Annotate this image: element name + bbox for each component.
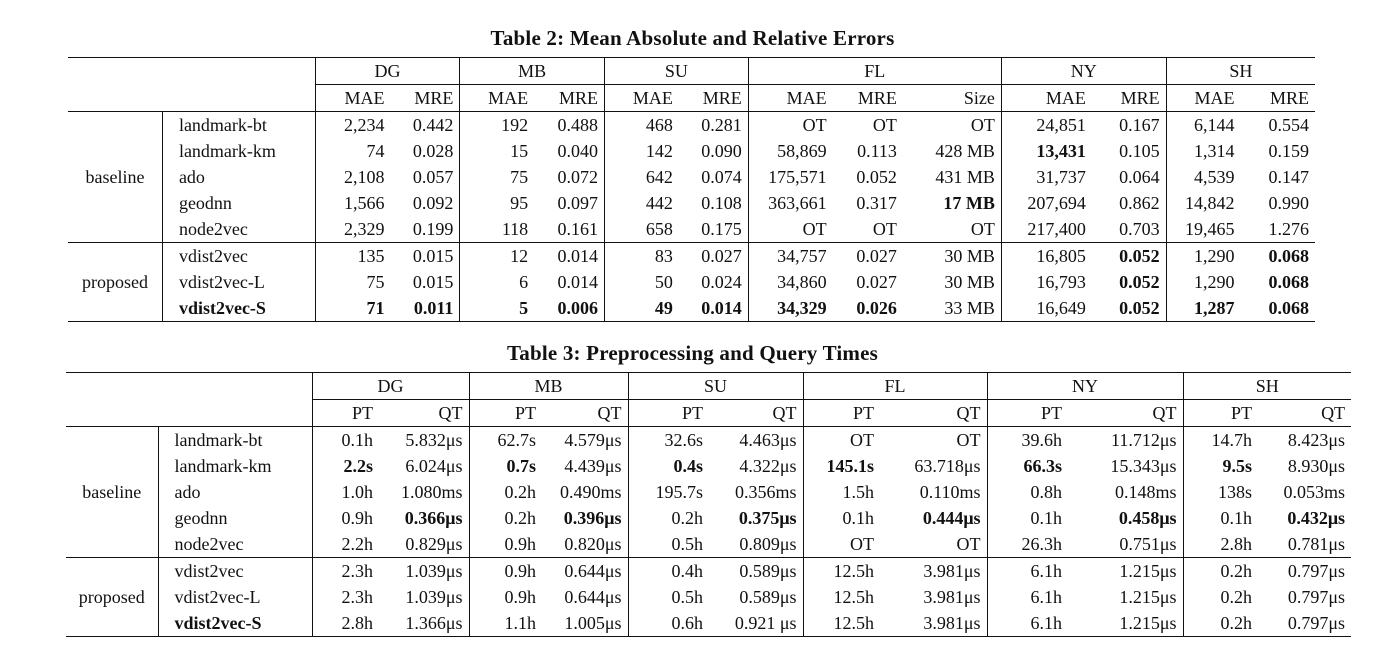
table2-cell: 0.072 [557, 167, 599, 187]
table3-cell: 1.039μs [405, 587, 463, 607]
table3-cell: 0.458μs [1118, 508, 1177, 528]
table2-cell: OT [872, 115, 897, 135]
table2-cell: 50 [605, 269, 679, 295]
table3-cell: 15.343μs [1110, 456, 1177, 476]
table3-cell: 6.1h [987, 610, 1068, 637]
table2-cell: 431 MB [935, 167, 995, 187]
table3-cell: 2.3h [312, 558, 379, 585]
table3-cell: 0.9h [312, 505, 379, 531]
table2-cell: 15 [460, 138, 534, 164]
table2-cell: 2,234 [315, 112, 390, 139]
table3-cell: 3.981μs [923, 613, 981, 633]
table2-group-label: proposed [81, 272, 148, 292]
table3-cell: 6.1h [987, 584, 1068, 610]
table2-cell: 1,287 [1166, 295, 1240, 322]
table3-cell: 0.820μs [564, 534, 622, 554]
table2-cell: 16,793 [1001, 269, 1091, 295]
table2-cell: 0.199 [412, 219, 454, 239]
table2-cell: OT [970, 219, 995, 239]
table2-cell: 0.028 [412, 141, 454, 161]
table3-cell: 3.981μs [923, 561, 981, 581]
table3-cell: 0.356ms [735, 482, 797, 502]
table2-method-name: node2vec [162, 216, 315, 243]
table2-method-name: vdist2vec-L [162, 269, 315, 295]
table2-row [68, 138, 1315, 164]
table3-cell: 1.080ms [400, 482, 463, 502]
table3-cell: 66.3s [987, 453, 1068, 479]
table2-cell: 30 MB [944, 246, 995, 266]
table2-cell: 34,860 [748, 269, 832, 295]
table3-cell: 0.396μs [563, 508, 622, 528]
table3-cell: 2.8h [1183, 531, 1258, 558]
table2-cell: 118 [460, 216, 534, 243]
table2-cell: OT [872, 219, 897, 239]
table2-cell: 24,851 [1001, 112, 1091, 139]
table3-cell: 8.423μs [1287, 430, 1346, 450]
table2-cell: 95 [460, 190, 534, 216]
table2-cell: 0.027 [856, 272, 897, 292]
table3-cell: OT [803, 531, 880, 558]
table3-cell: 1.215μs [1119, 587, 1177, 607]
table2-cell: 0.015 [412, 246, 454, 266]
table2-cell: 0.014 [701, 298, 742, 318]
table3-cell: 1.366μs [405, 613, 463, 633]
table2-row [68, 216, 1315, 243]
table3-cell: 0.053ms [1283, 482, 1346, 502]
table2-cell: 0.442 [412, 115, 454, 135]
table3-cell: 0.589μs [739, 561, 797, 581]
table2-cell: 0.040 [557, 141, 599, 161]
table3-dataset-ny: NY [987, 373, 1183, 400]
table3-cell: 1.215μs [1119, 561, 1177, 581]
table2-cell: 0.015 [412, 272, 454, 292]
table2-cell: OT [748, 216, 832, 243]
table3-col-header: PT [628, 400, 709, 427]
table2-cell: 0.113 [857, 141, 897, 161]
table3-cell: 12.5h [803, 610, 880, 637]
table2-col-header: MRE [414, 88, 454, 108]
table3-cell: 0.148ms [1115, 482, 1177, 502]
table2-cell: 0.554 [1268, 115, 1309, 135]
table2-cell: 0.092 [412, 193, 454, 213]
table2-cell: 14,842 [1166, 190, 1240, 216]
table2-cell: 0.074 [701, 167, 742, 187]
table3-cell: 138s [1183, 479, 1258, 505]
table2-col-header: MAE [315, 85, 390, 112]
table2-cell: 0.014 [557, 246, 599, 266]
table3-cell: 0.432μs [1287, 508, 1346, 528]
table2-dataset-fl: FL [748, 58, 1001, 85]
table2-cell: 0.064 [1119, 167, 1160, 187]
table3-cell: 0.797μs [1287, 613, 1346, 633]
table2-cell: 0.014 [557, 272, 599, 292]
table2-col-header: MRE [1269, 88, 1309, 108]
table3-cell: 12.5h [803, 584, 880, 610]
table2-cell: 363,661 [748, 190, 832, 216]
table2-cell: 658 [605, 216, 679, 243]
table3-cell: 0.797μs [1287, 561, 1346, 581]
table2-cell: 12 [460, 243, 534, 270]
table2-cell: 19,465 [1166, 216, 1240, 243]
table2-cell: 33 MB [944, 298, 995, 318]
table3-col-header: QT [1152, 403, 1177, 423]
table2-col-header: Size [963, 88, 995, 108]
table2-cell: 49 [605, 295, 679, 322]
table3-cell: 0.1h [803, 505, 880, 531]
table2-cell: 4,539 [1166, 164, 1240, 190]
table3-cell: OT [956, 430, 981, 450]
table2-cell: 13,431 [1001, 138, 1091, 164]
table2-cell: 34,329 [748, 295, 832, 322]
table3-cell: 0.589μs [739, 587, 797, 607]
table3-group-label: proposed [78, 587, 145, 607]
table2-cell: 0.161 [557, 219, 599, 239]
table2-cell: 1.276 [1268, 219, 1309, 239]
table3-row [66, 558, 1351, 585]
table3-dataset-mb: MB [469, 373, 628, 400]
table2-cell: 71 [315, 295, 390, 322]
table3-row [66, 453, 1351, 479]
table3-cell: 32.6s [628, 427, 709, 454]
table3-cell: 145.1s [803, 453, 880, 479]
table3-cell: 6.1h [987, 558, 1068, 585]
table3-cell: 0.2h [1183, 558, 1258, 585]
table2-row [68, 269, 1315, 295]
table3-row [66, 427, 1351, 454]
table2-cell: 0.090 [701, 141, 742, 161]
table3-cell: 0.2h [1183, 610, 1258, 637]
table3-cell: 0.9h [469, 558, 542, 585]
table2-cell: 468 [605, 112, 679, 139]
table3-method-name: landmark-bt [158, 427, 312, 454]
table2-cell: 74 [315, 138, 390, 164]
table3-col-header: QT [772, 403, 797, 423]
table3-col-header: PT [469, 400, 542, 427]
table3-row [66, 531, 1351, 558]
table2-cell: 192 [460, 112, 534, 139]
table3-col-header: PT [1183, 400, 1258, 427]
table2-col-header: MRE [857, 88, 897, 108]
table2-cell: 0.105 [1119, 141, 1160, 161]
table3-cell: 1.005μs [564, 613, 622, 633]
table3-col-header: PT [987, 400, 1068, 427]
table2-cell: 142 [605, 138, 679, 164]
table2-cell: 2,108 [315, 164, 390, 190]
table2-method-name: vdist2vec [162, 243, 315, 270]
table3-cell: 0.2h [628, 505, 709, 531]
table3-cell: 0.444μs [922, 508, 981, 528]
table3-cell: 0.644μs [564, 561, 622, 581]
table2-cell: 34,757 [748, 243, 832, 270]
table3-cell: 0.6h [628, 610, 709, 637]
table3-cell: 0.781μs [1287, 534, 1346, 554]
table3-cell: 0.2h [469, 479, 542, 505]
table2-cell: 0.052 [1119, 246, 1160, 266]
table3-cell: 1.5h [803, 479, 880, 505]
table2-cell: 17 MB [943, 193, 995, 213]
table2-cell: 207,694 [1001, 190, 1091, 216]
table2-cell: 642 [605, 164, 679, 190]
table2-cell: OT [748, 112, 832, 139]
table2-cell: 0.068 [1268, 298, 1309, 318]
table3-cell: 9.5s [1183, 453, 1258, 479]
table3-group-label: baseline [82, 482, 142, 502]
table3-col-header: QT [956, 403, 981, 423]
table2-cell: 31,737 [1001, 164, 1091, 190]
table3-cell: 63.718μs [914, 456, 981, 476]
table3-method-name: vdist2vec-S [158, 610, 312, 637]
table3-col-header: PT [312, 400, 379, 427]
table2-cell: 0.052 [856, 167, 897, 187]
table3-cell: 11.712μs [1111, 430, 1177, 450]
table2-method-name: vdist2vec-S [162, 295, 315, 322]
table3-dataset-header [66, 373, 1351, 400]
table2-dataset-su: SU [605, 58, 749, 85]
table3-cell: 4.463μs [739, 430, 797, 450]
table3-method-name: ado [158, 479, 312, 505]
table2-method-name: ado [162, 164, 315, 190]
table3-cell: 6.024μs [405, 456, 463, 476]
table2-col-header: MAE [1001, 85, 1091, 112]
table2-cell: 5 [460, 295, 534, 322]
table3-cell: 0.829μs [405, 534, 463, 554]
table2-col-header: MAE [460, 85, 534, 112]
table2-cell: 0.097 [557, 193, 599, 213]
table2-cell: 0.011 [413, 298, 454, 318]
table3-cell: 0.110ms [919, 482, 981, 502]
table3-cell: 5.832μs [405, 430, 463, 450]
table3-dataset-sh: SH [1183, 373, 1351, 400]
table2-cell: 75 [315, 269, 390, 295]
table3-method-name: node2vec [158, 531, 312, 558]
table3-cell: 0.1h [312, 427, 379, 454]
table3-cell: 0.644μs [564, 587, 622, 607]
table2-col-header: MRE [1120, 88, 1160, 108]
table2-cell: 0.488 [557, 115, 599, 135]
table2-cell: 0.990 [1268, 193, 1309, 213]
table2-cell: 0.175 [701, 219, 742, 239]
table2-cell: 0.167 [1119, 115, 1160, 135]
table2-col-header: MRE [559, 88, 599, 108]
table2-cell: 0.026 [856, 298, 897, 318]
table3-cell: 2.2h [312, 531, 379, 558]
table3-method-name: vdist2vec [158, 558, 312, 585]
table2-method-name: landmark-km [162, 138, 315, 164]
table2-dataset-header [68, 58, 1315, 85]
table2-cell: 1,290 [1166, 269, 1240, 295]
table3-cell: OT [803, 427, 880, 454]
table3-cell: 0.7s [469, 453, 542, 479]
table2-group-label: baseline [85, 167, 145, 187]
table2-cell: 0.024 [701, 272, 742, 292]
table2-cell: 428 MB [935, 141, 995, 161]
table3-col-header: PT [803, 400, 880, 427]
table2-cell: 0.159 [1268, 141, 1309, 161]
table3-cell: 1.0h [312, 479, 379, 505]
table3-dataset-fl: FL [803, 373, 987, 400]
table3-cell: 4.579μs [564, 430, 622, 450]
table2-method-name: geodnn [162, 190, 315, 216]
table2-method-name: landmark-bt [162, 112, 315, 139]
table3-cell: 1.1h [469, 610, 542, 637]
table2-cell: 0.052 [1119, 272, 1160, 292]
table3-metric-header [66, 400, 1351, 427]
table2-cell: 83 [605, 243, 679, 270]
table2-cell: 6 [460, 269, 534, 295]
table3-cell: 1.215μs [1119, 613, 1177, 633]
table2-cell: 0.281 [701, 115, 742, 135]
table2-dataset-ny: NY [1001, 58, 1166, 85]
table2-dataset-dg: DG [315, 58, 460, 85]
table3-cell: 4.439μs [564, 456, 622, 476]
table3-cell: 8.930μs [1287, 456, 1346, 476]
table3-cell: 0.4s [628, 453, 709, 479]
table3-dataset-dg: DG [312, 373, 469, 400]
table2-row [68, 243, 1315, 270]
table3-cell: 0.5h [628, 584, 709, 610]
table2-cell: 2,329 [315, 216, 390, 243]
table2-cell: 6,144 [1166, 112, 1240, 139]
table3-cell: 0.1h [987, 505, 1068, 531]
table2-caption: Table 2: Mean Absolute and Relative Errors [490, 26, 895, 50]
table2-col-header: MAE [1166, 85, 1240, 112]
table2-cell: 0.052 [1119, 298, 1160, 318]
table3-cell: 2.3h [312, 584, 379, 610]
table3-cell: 14.7h [1183, 427, 1258, 454]
table3-cell: 26.3h [987, 531, 1068, 558]
table2-row [68, 295, 1315, 322]
table2-row [68, 190, 1315, 216]
table3-dataset-su: SU [628, 373, 803, 400]
table3-cell: 0.2h [1183, 584, 1258, 610]
table2-cell: 0.027 [856, 246, 897, 266]
table2-cell: 135 [315, 243, 390, 270]
table3-cell: 12.5h [803, 558, 880, 585]
table3-cell: 0.8h [987, 479, 1068, 505]
table2-cell: 0.147 [1268, 167, 1309, 187]
table3-cell: 1.039μs [405, 561, 463, 581]
table3 [66, 372, 1351, 637]
table2-cell: 75 [460, 164, 534, 190]
table3-col-header: QT [438, 403, 463, 423]
table2-metric-header [68, 85, 1315, 112]
table3-cell: 0.5h [628, 531, 709, 558]
table3-row [66, 584, 1351, 610]
table3-method-name: geodnn [158, 505, 312, 531]
table3-cell: 3.981μs [923, 587, 981, 607]
table2-cell: 58,869 [748, 138, 832, 164]
table3-cell: 2.2s [312, 453, 379, 479]
table3-cell: 0.2h [469, 505, 542, 531]
table3-cell: 62.7s [469, 427, 542, 454]
table3-cell: 195.7s [628, 479, 709, 505]
table2-cell: 0.057 [412, 167, 454, 187]
table3-cell: 39.6h [987, 427, 1068, 454]
table2-cell: 0.068 [1268, 272, 1309, 292]
table3-row [66, 479, 1351, 505]
table3-method-name: vdist2vec-L [158, 584, 312, 610]
table3-cell: OT [956, 534, 981, 554]
table2-cell: 16,649 [1001, 295, 1091, 322]
table3-row [66, 610, 1351, 637]
table3-row [66, 505, 1351, 531]
table2-cell: 0.703 [1119, 219, 1160, 239]
table3-col-header: QT [1321, 403, 1346, 423]
table3-col-header: QT [597, 403, 622, 423]
table2-cell: 0.108 [701, 193, 742, 213]
table3-cell: 0.9h [469, 531, 542, 558]
table2-row [68, 164, 1315, 190]
table3-cell: 0.490ms [560, 482, 622, 502]
table2 [68, 57, 1315, 322]
table3-cell: 0.809μs [739, 534, 797, 554]
table2-cell: 1,290 [1166, 243, 1240, 270]
table2-col-header: MRE [702, 88, 742, 108]
table2-cell: 0.862 [1119, 193, 1160, 213]
table2-cell: 442 [605, 190, 679, 216]
table2-cell: OT [970, 115, 995, 135]
table2-dataset-sh: SH [1166, 58, 1315, 85]
table3-caption: Table 3: Preprocessing and Query Times [506, 341, 879, 365]
table3-method-name: landmark-km [158, 453, 312, 479]
table2-cell: 0.317 [856, 193, 897, 213]
table3-cell: 0.375μs [738, 508, 797, 528]
table2-cell: 175,571 [748, 164, 832, 190]
table3-cell: 0.9h [469, 584, 542, 610]
table3-cell: 0.751μs [1119, 534, 1177, 554]
table2-cell: 16,805 [1001, 243, 1091, 270]
table2-cell: 1,314 [1166, 138, 1240, 164]
table3-cell: 4.322μs [739, 456, 797, 476]
table2-cell: 0.006 [557, 298, 599, 318]
table2-cell: 0.068 [1268, 246, 1309, 266]
table2-cell: 1,566 [315, 190, 390, 216]
table2-cell: 217,400 [1001, 216, 1091, 243]
table3-cell: 0.797μs [1287, 587, 1346, 607]
table2-col-header: MAE [605, 85, 679, 112]
table2-cell: 0.027 [701, 246, 742, 266]
table3-cell: 0.366μs [404, 508, 463, 528]
table3-cell: 0.1h [1183, 505, 1258, 531]
table2-dataset-mb: MB [460, 58, 605, 85]
table2-col-header: MAE [748, 85, 832, 112]
table2-cell: 30 MB [944, 272, 995, 292]
table3-cell: 2.8h [312, 610, 379, 637]
table3-cell: 0.921 μs [734, 613, 797, 633]
table2-row [68, 112, 1315, 139]
table3-cell: 0.4h [628, 558, 709, 585]
